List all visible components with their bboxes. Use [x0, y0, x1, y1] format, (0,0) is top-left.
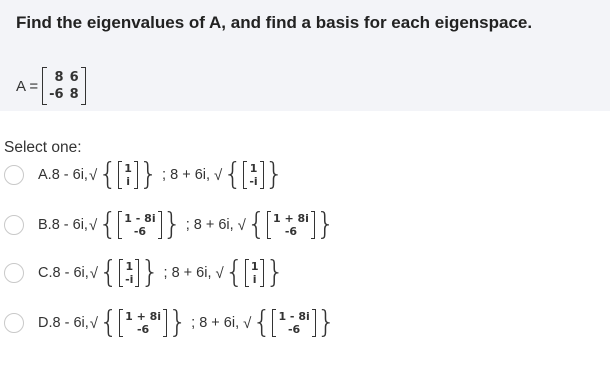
matrix-cell: 6 [69, 70, 79, 85]
vector-top: 1 - 8i [278, 310, 310, 323]
option-separator: ; 8 + 6i, [163, 265, 212, 281]
select-one-prompt: Select one: [4, 139, 82, 156]
option-separator: ; 8 + 6i, [162, 167, 211, 183]
radio-option-c[interactable] [4, 263, 24, 283]
vector-right-bracket [260, 161, 264, 189]
option-label: A.8 - 6i, [38, 167, 88, 183]
option-separator: ; 8 + 6i, [191, 315, 240, 331]
vector-bottom: i [252, 273, 257, 286]
right-brace-icon: } [265, 255, 285, 290]
right-brace-icon: } [264, 157, 284, 192]
left-brace-icon: { [252, 305, 272, 340]
vector-top: 1 + 8i [125, 310, 162, 323]
question-box [0, 0, 610, 111]
matrix-cell: -6 [49, 87, 64, 102]
vector-right-bracket [312, 309, 316, 337]
basis-vector [119, 259, 139, 287]
left-brace-icon: { [99, 255, 119, 290]
option-a[interactable] [4, 155, 285, 195]
right-brace-icon: } [162, 207, 182, 242]
basis-vector [267, 211, 315, 239]
sqrt-icon: √ [237, 216, 246, 234]
radio-option-b[interactable] [4, 215, 24, 235]
sqrt-icon: √ [215, 264, 224, 282]
basis-vector [119, 309, 167, 337]
right-brace-icon: } [315, 207, 336, 242]
vector-top: 1 + 8i [273, 212, 309, 225]
basis-vector [272, 309, 315, 337]
option-b[interactable] [4, 205, 336, 245]
left-brace-icon: { [98, 207, 118, 242]
option-label: D.8 - 6i, [38, 315, 89, 331]
right-brace-icon: } [140, 255, 160, 290]
sqrt-icon: √ [89, 264, 98, 282]
vector-top: 1 [249, 162, 258, 175]
vector-bottom: i [126, 175, 131, 188]
option-separator: ; 8 + 6i, [185, 217, 234, 233]
option-c[interactable] [4, 253, 286, 293]
matrix-label: A = [16, 77, 39, 95]
vector-top: 1 [250, 260, 259, 273]
left-brace-icon: { [98, 157, 118, 192]
vector-right-bracket [311, 211, 315, 239]
sqrt-icon: √ [88, 216, 98, 234]
vector-right-bracket [134, 161, 138, 189]
matrix-cell: 8 [69, 87, 79, 102]
vector-right-bracket [163, 309, 167, 337]
basis-vector [118, 211, 161, 239]
matrix-definition [16, 63, 86, 109]
option-d[interactable] [4, 303, 337, 343]
sqrt-icon: √ [88, 166, 98, 184]
matrix-right-bracket [81, 67, 86, 105]
vector-right-bracket [135, 259, 139, 287]
radio-option-a[interactable] [4, 165, 24, 185]
basis-vector [245, 259, 265, 287]
vector-bottom: -i [125, 273, 134, 286]
vector-bottom: -i [249, 175, 258, 188]
option-label: B.8 - 6i, [38, 217, 88, 233]
option-label: C.8 - 6i, [38, 265, 89, 281]
left-brace-icon: { [246, 207, 266, 242]
matrix-a [42, 67, 86, 105]
vector-top: 1 [124, 162, 132, 175]
right-brace-icon: } [168, 305, 188, 340]
sqrt-icon: √ [214, 166, 223, 184]
left-brace-icon: { [224, 255, 244, 290]
vector-right-bracket [260, 259, 264, 287]
right-brace-icon: } [316, 305, 336, 340]
right-brace-icon: } [138, 157, 159, 192]
left-brace-icon: { [223, 157, 243, 192]
radio-option-d[interactable] [4, 313, 24, 333]
vector-top: 1 - 8i [124, 212, 156, 225]
vector-bottom: -6 [133, 225, 147, 238]
vector-right-bracket [158, 211, 162, 239]
question-text: Find the eigenvalues of A, and find a basis for each eigenspace. [16, 13, 533, 32]
vector-top: 1 [125, 260, 134, 273]
sqrt-icon: √ [89, 314, 98, 332]
vector-bottom: -6 [136, 323, 150, 336]
left-brace-icon: { [99, 305, 119, 340]
sqrt-icon: √ [243, 314, 252, 332]
vector-bottom: -6 [284, 225, 298, 238]
basis-vector [118, 161, 138, 189]
matrix-cell: 8 [54, 70, 64, 85]
basis-vector [243, 161, 263, 189]
vector-bottom: -6 [287, 323, 301, 336]
